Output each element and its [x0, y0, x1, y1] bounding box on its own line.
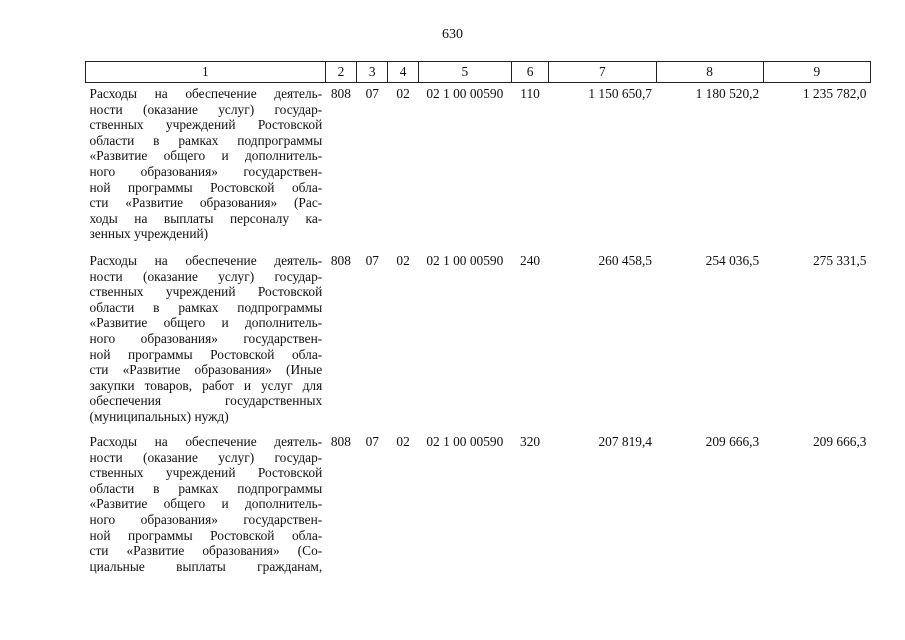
column-header: 1 [86, 62, 326, 83]
page-number: 630 [442, 27, 463, 42]
subsection-code: 02 [396, 86, 410, 101]
column-header: 5 [418, 62, 511, 83]
description-line: ходы на выплаты персоналу ка- [89, 210, 323, 226]
description-line: обеспечения государственных [89, 393, 323, 409]
row-description [86, 431, 326, 582]
table-row [86, 83, 871, 251]
description-line: ного образования» государствен- [89, 330, 323, 346]
amount-col7: 260 458,5 [598, 253, 652, 268]
amount-col7: 207 819,4 [598, 434, 652, 449]
row-description [86, 83, 326, 251]
column-header: 7 [549, 62, 656, 83]
description-line: ности (оказание услуг) государ- [89, 268, 323, 284]
column-header: 8 [656, 62, 763, 83]
description-line: ной программы Ростовской обла- [89, 346, 323, 362]
description-line: Расходы на обеспечение деятель- [89, 86, 323, 101]
amount-col9: 209 666,3 [812, 434, 867, 449]
description-line: Расходы на обеспечение деятель- [89, 434, 323, 449]
ministry-code: 808 [330, 86, 351, 101]
description-line: ности (оказание услуг) государ- [89, 101, 323, 117]
header-row [86, 62, 871, 83]
description-line: ственных учреждений Ростовской [89, 284, 323, 300]
description-line: ности (оказание услуг) государ- [89, 449, 323, 465]
budget-table [85, 61, 871, 582]
description-line: ной программы Ростовской обла- [89, 179, 323, 195]
target-article-code: 02 1 00 00590 [426, 253, 504, 268]
amount-col7: 1 150 650,7 [588, 86, 652, 101]
column-header: 6 [511, 62, 548, 83]
description-line: циальные выплаты гражданам, [89, 558, 323, 574]
expense-type-code: 240 [520, 253, 541, 268]
section-code: 07 [365, 253, 379, 268]
description-line: зенных учреждений) [89, 226, 209, 242]
section-code: 07 [365, 434, 379, 449]
description-line: сти «Развитие образования» (Иные [89, 362, 323, 378]
description-line: Расходы на обеспечение деятель- [89, 253, 323, 268]
description-line: сти «Развитие образования» (Рас- [89, 195, 323, 211]
column-header: 9 [763, 62, 870, 83]
description-line: ного образования» государствен- [89, 511, 323, 527]
description-line: закупки товаров, работ и услуг для [89, 377, 323, 393]
amount-col8: 254 036,5 [705, 253, 760, 268]
description-line: ной программы Ростовской обла- [89, 527, 323, 543]
column-header: 3 [357, 62, 388, 83]
description-line: области в рамках подпрограммы [89, 132, 323, 148]
column-header: 2 [325, 62, 356, 83]
description-line: сти «Развитие образования» (Со- [89, 543, 323, 559]
amount-col9: 1 235 782,0 [802, 86, 867, 101]
target-article-code: 02 1 00 00590 [426, 434, 504, 449]
section-code: 07 [365, 86, 379, 101]
expense-type-code: 110 [520, 86, 540, 101]
ministry-code: 808 [330, 253, 351, 268]
description-line: «Развитие общего и дополнитель- [89, 496, 323, 512]
description-line: ственных учреждений Ростовской [89, 117, 323, 133]
amount-col9: 275 331,5 [812, 253, 867, 268]
amount-col8: 1 180 520,2 [695, 86, 760, 101]
description-line: ственных учреждений Ростовской [89, 465, 323, 481]
row-description [86, 250, 326, 431]
expense-type-code: 320 [520, 434, 541, 449]
description-line: «Развитие общего и дополнитель- [89, 148, 323, 164]
description-line: области в рамках подпрограммы [89, 480, 323, 496]
target-article-code: 02 1 00 00590 [426, 86, 504, 101]
column-header: 4 [388, 62, 418, 83]
description-line: «Развитие общего и дополнитель- [89, 315, 323, 331]
table-row [86, 431, 871, 582]
description-line: (муниципальных) нужд) [89, 408, 229, 424]
description-line: области в рамках подпрограммы [89, 299, 323, 315]
table-row [86, 250, 871, 431]
ministry-code: 808 [330, 434, 351, 449]
subsection-code: 02 [396, 434, 410, 449]
description-line: ного образования» государствен- [89, 163, 323, 179]
amount-col8: 209 666,3 [705, 434, 760, 449]
subsection-code: 02 [396, 253, 410, 268]
